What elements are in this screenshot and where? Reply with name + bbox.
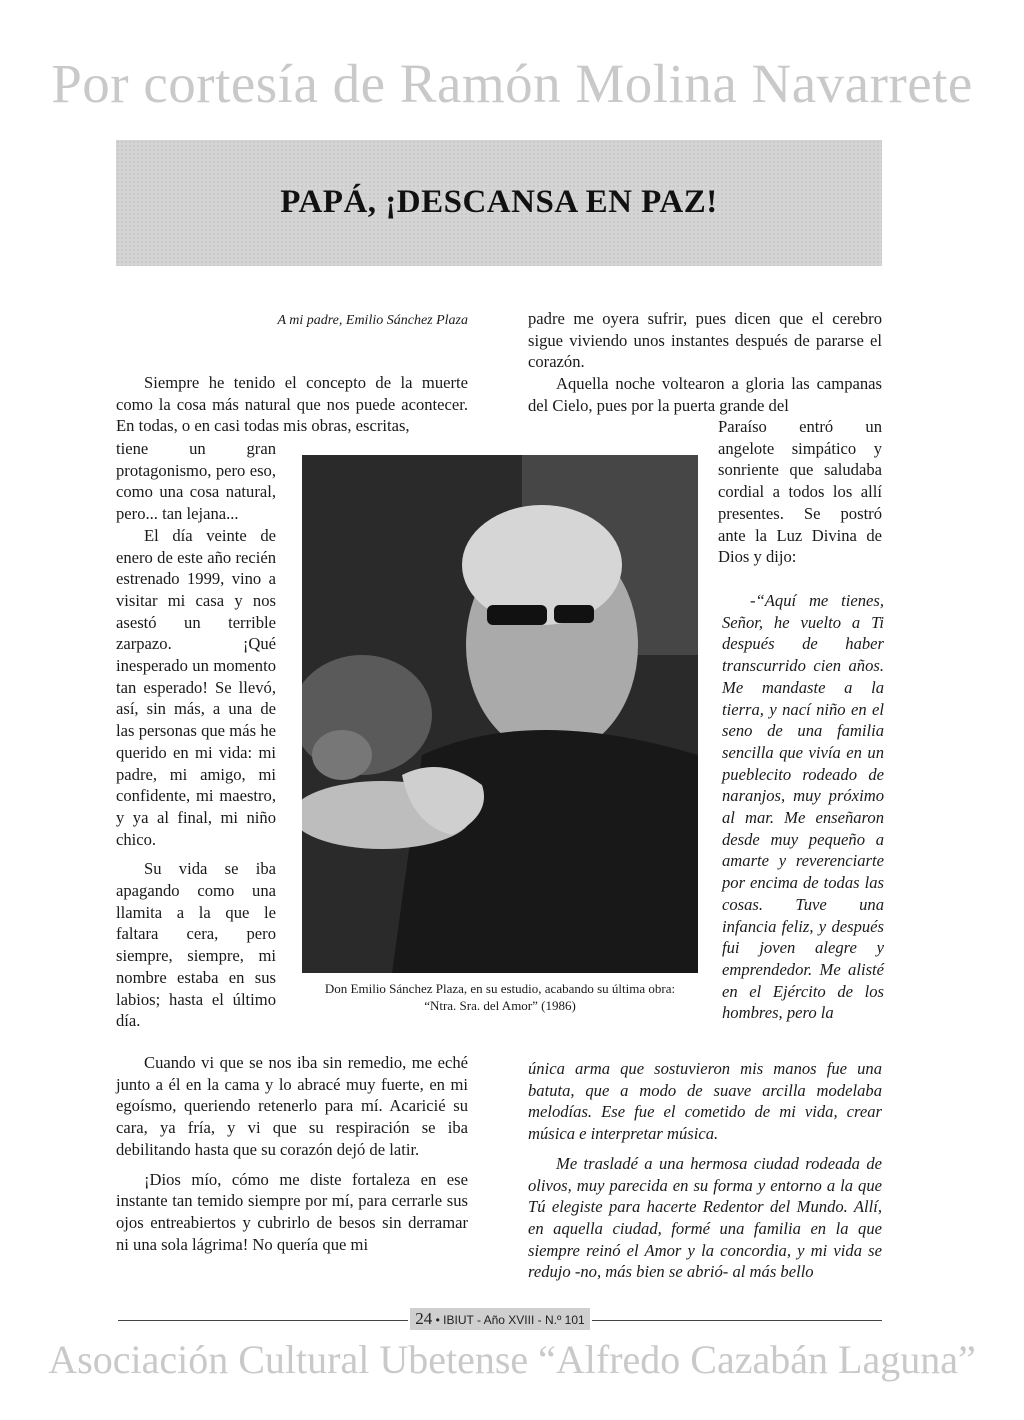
left-column-top <box>116 372 468 437</box>
portrait-photo-drawing <box>302 455 698 973</box>
paragraph: El día veinte de enero de este año recién estrenado 1999, vino a visitar mi casa y nos asestó un terrible zarpazo. ¡Qué inesperado un momento tan esperado! Se llevó, así, sin más, a una de las personas que más he querido en mi vida: mi padre, mi amigo, mi confidente, mi maestro, y ya al final, mi niño chico. <box>116 525 276 849</box>
paragraph: Me trasladé a una hermosa ciudad rodeada de olivos, muy parecida en su forma y entorno a la que Tú elegiste para hacerte Redentor del Mundo. Allí, en aquella ciudad, formé una familia en la que siempre reinó el Amor y la concordia, y mi vida se redujo -no, más bien se abrió- al más bello <box>528 1153 882 1282</box>
title-band <box>116 140 882 266</box>
photo-caption <box>300 980 700 1014</box>
right-column-bottom <box>528 1058 882 1283</box>
footer-separator: • <box>435 1313 440 1327</box>
footer-rule-left <box>118 1320 408 1321</box>
page-title: PAPÁ, ¡DESCANSA EN PAZ! <box>280 184 718 220</box>
paragraph: Siempre he tenido el concepto de la muerte como la cosa más natural que nos puede acontecer. En todas, o en casi todas mis obras, escritas, <box>116 373 468 436</box>
caption-line: “Ntra. Sra. del Amor” (1986) <box>424 998 576 1013</box>
portrait-photo <box>302 455 698 973</box>
right-column-narrow <box>718 416 882 568</box>
paragraph: Paraíso entró un angelote simpático y sonriente que saludaba cordial a todos los allí presentes. Se postró ante la Luz Divina de Dios y dijo: <box>718 417 882 567</box>
right-column-top <box>528 308 882 417</box>
paragraph: Aquella noche voltearon a gloria las campanas del Cielo, pues por la puerta grande del <box>528 374 882 415</box>
page-footer-tag <box>410 1308 590 1330</box>
watermark-top: Por cortesía de Ramón Molina Navarrete <box>51 53 973 114</box>
left-column-bottom <box>116 1052 468 1255</box>
paragraph: ¡Dios mío, cómo me diste fortaleza en ese instante tan temido siempre por mí, para cerrarle sus ojos entreabiertos y cubrirlo de besos sin derramar ni una sola lágrima! No quería que mi <box>116 1169 468 1254</box>
left-column-narrow <box>116 438 276 1032</box>
paragraph: padre me oyera sufrir, pues dicen que el cerebro sigue viviendo unos instantes después de pararse el corazón. <box>528 309 882 372</box>
watermark-bottom: Asociación Cultural Ubetense “Alfredo Cazabán Laguna” <box>48 1337 976 1382</box>
dedication: A mi padre, Emilio Sánchez Plaza <box>277 313 468 328</box>
quote-paragraph: -“Aquí me tienes, Señor, he vuelto a Ti después de haber transcurrido cien años. Me mandaste a la tierra, y nací niño en el seno de una familia sencilla que vivía en un pueblecito rodeado de naranjos, muy próximo al mar. Me enseñaron desde muy pequeño a amarte y reverenciarte por encima de todas las cosas. Tuve una infancia feliz, y después fui joven alegre y emprendedor. Me alisté en el Ejército de los hombres, pero la <box>722 591 884 1023</box>
dedication-block <box>116 310 468 332</box>
footer-rule-right <box>592 1320 882 1321</box>
paragraph: Cuando vi que se nos iba sin remedio, me eché junto a él en la cama y lo abracé muy fuerte, en mi egoísmo, queriendo retenerlo para mí. Acaricié su cara, ya fría, y vi que su respiración se iba debilitando hasta que su corazón dejó de latir. <box>116 1053 468 1159</box>
caption-line: Don Emilio Sánchez Plaza, en su estudio, acabando su última obra: <box>324 981 676 996</box>
paragraph: Su vida se iba apagando como una llamita a la que le faltara cera, pero siempre, siempre, mi nombre estaba en sus labios; hasta el último día. <box>116 859 276 1031</box>
paragraph: tiene un gran protagonismo, pero eso, como una cosa natural, pero... tan lejana... <box>116 439 276 524</box>
journal-issue: IBIUT - Año XVIII - N.º 101 <box>443 1313 585 1327</box>
page-number: 24 <box>415 1309 433 1328</box>
right-column-italic <box>722 590 884 1024</box>
paragraph: única arma que sostuvieron mis manos fue una batuta, que a modo de suave arcilla modelaba melodías. Ese fue el cometido de mi vida, crear música e interpretar música. <box>528 1059 882 1144</box>
